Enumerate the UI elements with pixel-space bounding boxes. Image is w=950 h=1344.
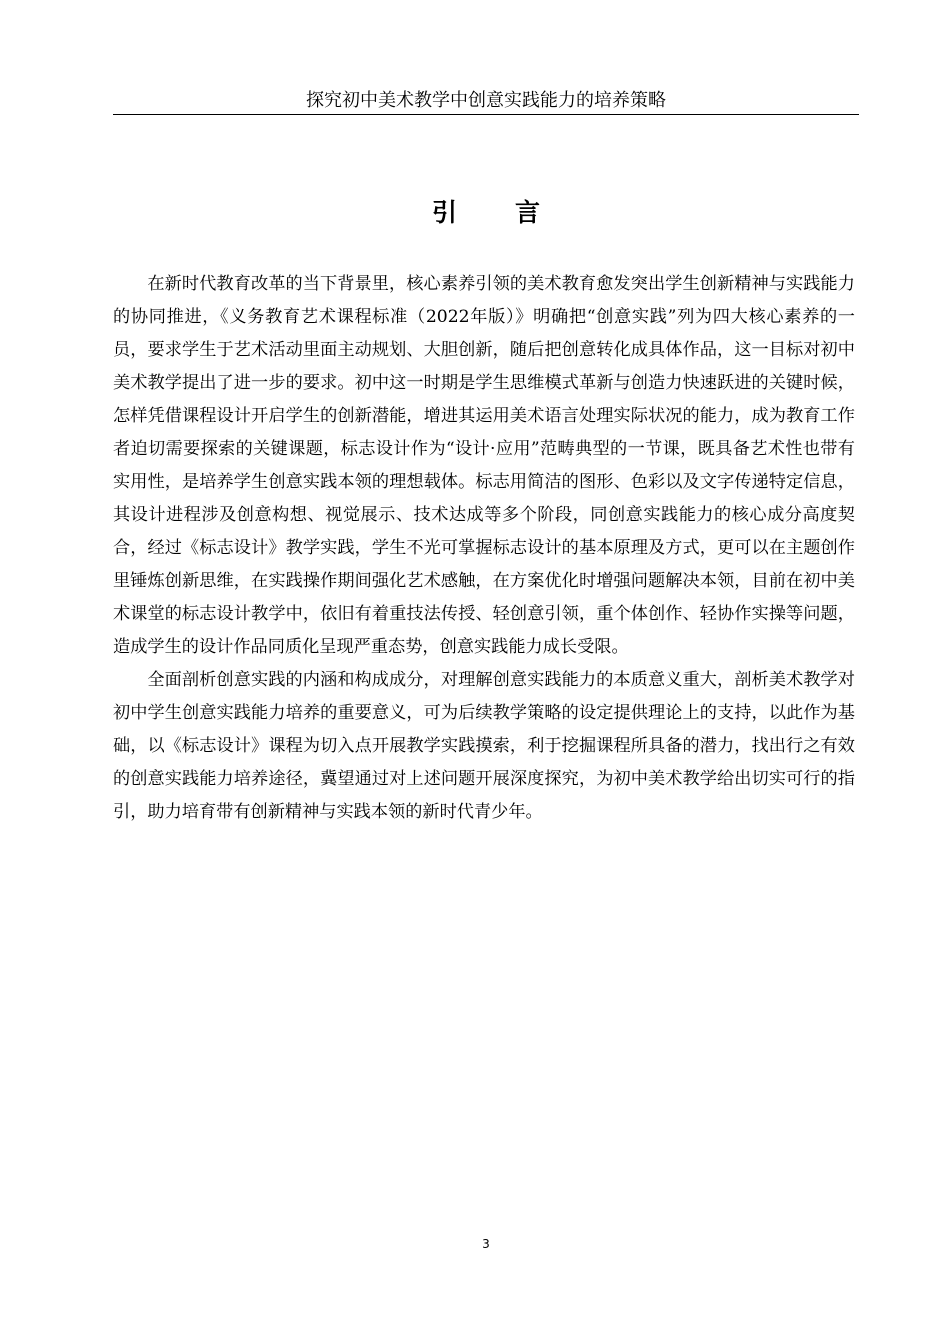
running-header-title: 探究初中美术教学中创意实践能力的培养策略 [306, 90, 666, 111]
section-body [113, 268, 855, 829]
paragraph: 全面剖析创意实践的内涵和构成成分，对理解创意实践能力的本质意义重大，剖析美术教学对初中学生创意实践能力培养的重要意义，可为后续教学策略的设定提供理论上的支持，以此作为基础，以《标志设计》课程为切入点开展教学实践摸索，利于挖掘课程所具备的潜力，找出行之有效的创意实践能力培养途径，冀望通过对上述问题开展深度探究，为初中美术教学给出切实可行的指引，助力培育带有创新精神与实践本领的新时代青少年。 [113, 670, 855, 822]
page-number: 3 [482, 1237, 490, 1251]
section-title: 引言 [431, 198, 598, 227]
header-divider [113, 114, 859, 115]
paragraph: 在新时代教育改革的当下背景里，核心素养引领的美术教育愈发突出学生创新精神与实践能力的协同推进，《义务教育艺术课程标准（2022年版）》明确把“创意实践”列为四大核心素养的一员，要求学生于艺术活动里面主动规划、大胆创新，随后把创意转化成具体作品，这一目标对初中美术教学提出了进一步的要求。初中这一时期是学生思维模式革新与创造力快速跃进的关键时候，怎样凭借课程设计开启学生的创新潜能，增进其运用美术语言处理实际状况的能力，成为教育工作者迫切需要探索的关键课题，标志设计作为“设计·应用”范畴典型的一节课，既具备艺术性也带有实用性，是培养学生创意实践本领的理想载体。标志用简洁的图形、色彩以及文字传递特定信息，其设计进程涉及创意构想、视觉展示、技术达成等多个阶段，同创意实践能力的核心成分高度契合，经过《标志设计》教学实践，学生不光可掌握标志设计的基本原理及方式，更可以在主题创作里锤炼创新思维，在实践操作期间强化艺术感触，在方案优化时增强问题解决本领，目前在初中美术课堂的标志设计教学中，依旧有着重技法传授、轻创意引领，重个体创作、轻协作实操等问题，造成学生的设计作品同质化呈现严重态势，创意实践能力成长受限。 [113, 274, 855, 657]
